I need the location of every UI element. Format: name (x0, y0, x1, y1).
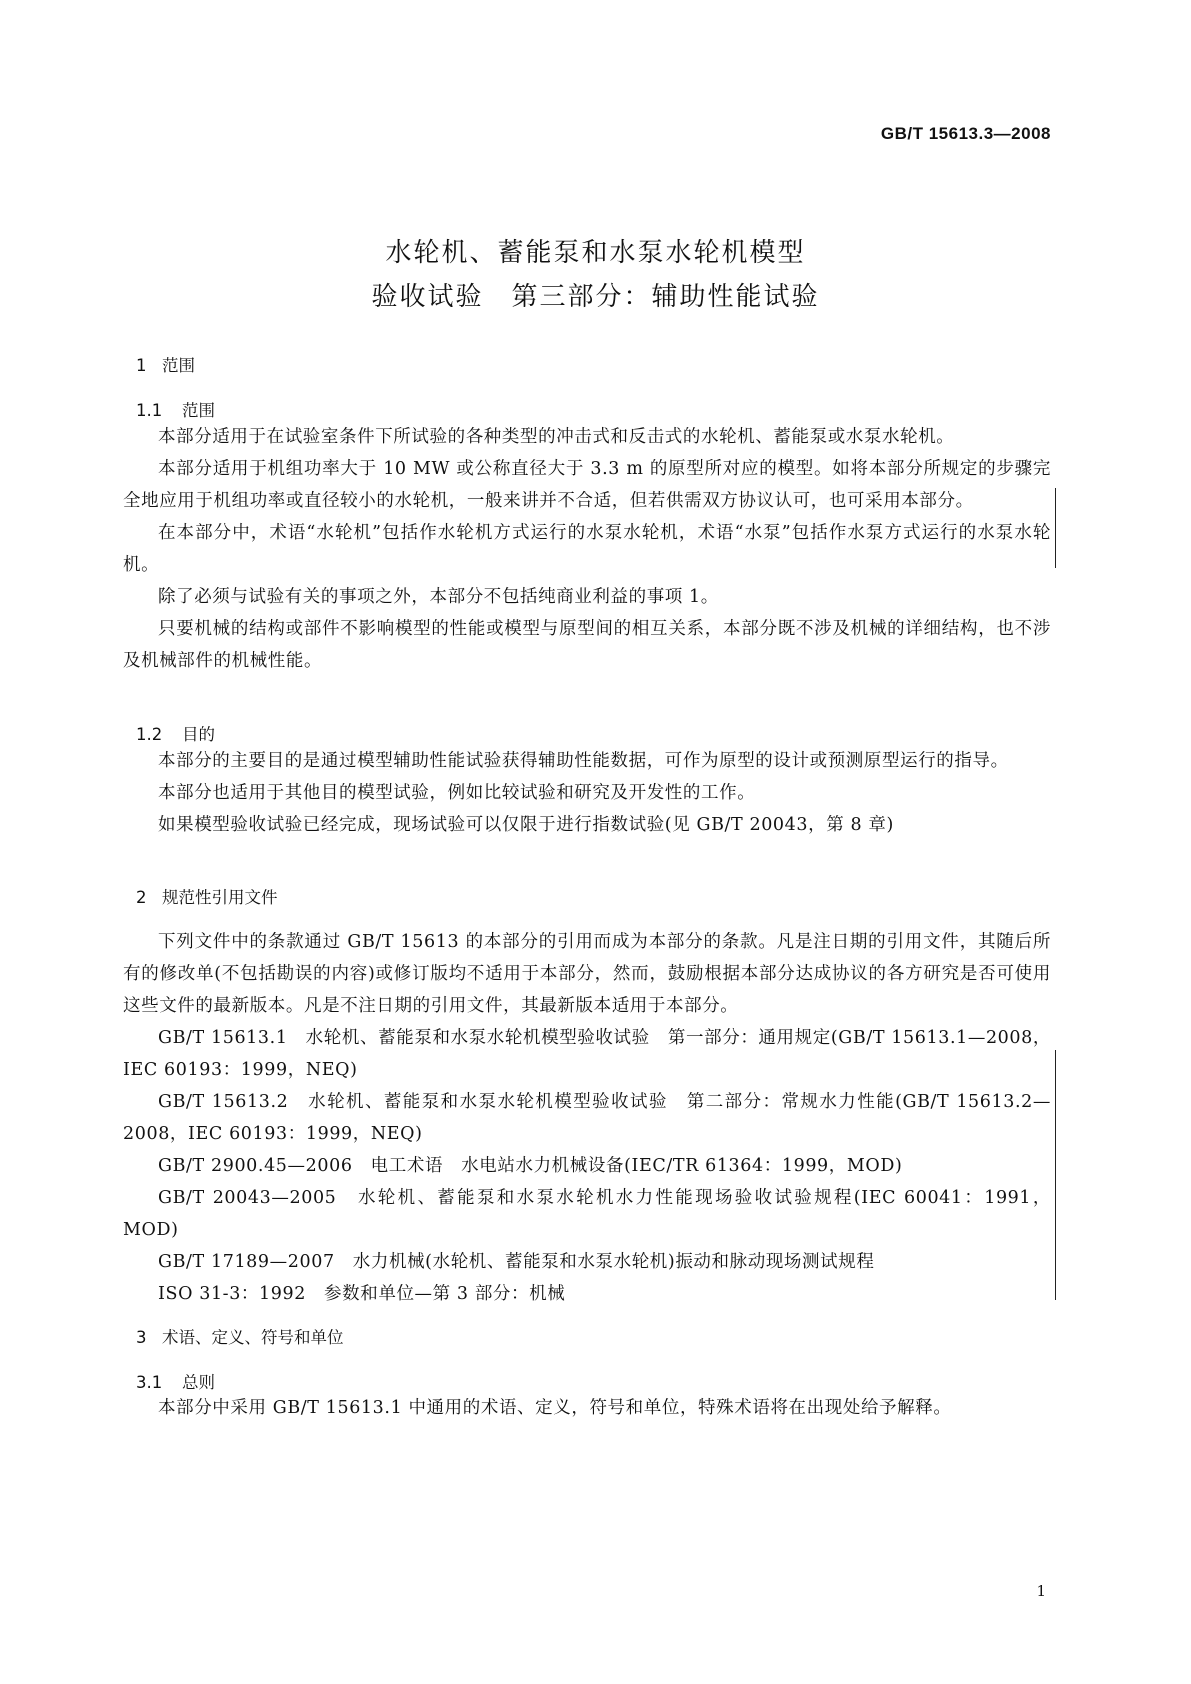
standard-number: GB/T 15613.3—2008 (880, 124, 1051, 143)
reference-item: GB/T 15613.1 水轮机、蓄能泵和水泵水轮机模型验收试验 第一部分：通用规定(GB/T 15613.1—2008，IEC 60193：1999，NEQ) (123, 1028, 1051, 1080)
reference-item: ISO 31-3：1992 参数和单位—第 3 部分：机械 (158, 1284, 566, 1304)
paragraph: 除了必须与试验有关的事项之外，本部分不包括纯商业利益的事项 1。 (158, 587, 719, 607)
section-2-body (123, 926, 1051, 1310)
page-number: 1 (1036, 1582, 1046, 1600)
paragraph: 下列文件中的条款通过 GB/T 15613 的本部分的引用而成为本部分的条款。凡是注日期的引用文件，其随后所有的修改单(不包括勘误的内容)或修订版均不适用于本部分，然而，鼓励根据本部分达成协议的各方研究是否可使用这些文件的最新版本。凡是不注日期的引用文件，其最新版本适用于本部分。 (123, 932, 1051, 1016)
paragraph: 本部分适用于机组功率大于 10 MW 或公称直径大于 3.3 m 的原型所对应的模型。如将本部分所规定的步骤完全地应用于机组功率或直径较小的水轮机，一般来讲并不合适，但若供需双方协议认可，也可采用本部分。 (123, 459, 1051, 511)
paragraph: 只要机械的结构或部件不影响模型的性能或模型与原型间的相互关系，本部分既不涉及机械的详细结构，也不涉及机械部件的机械性能。 (123, 619, 1051, 671)
section-1-2-body (123, 745, 1051, 841)
section-number: 1 (136, 356, 147, 375)
section-3-1-body (123, 1392, 1051, 1424)
change-bar (1055, 1050, 1056, 1300)
reference-item: GB/T 17189—2007 水力机械(水轮机、蓄能泵和水泵水轮机)振动和脉动现场测试规程 (158, 1252, 875, 1272)
reference-item: GB/T 2900.45—2006 电工术语 水电站水力机械设备(IEC/TR 61364：1999，MOD) (158, 1156, 903, 1176)
document-title-line-1: 水轮机、蓄能泵和水泵水轮机模型 (385, 238, 806, 268)
subsection-title: 目的 (182, 725, 215, 744)
section-1-heading (136, 352, 195, 376)
section-number: 3 (136, 1328, 147, 1347)
reference-item: GB/T 20043—2005 水轮机、蓄能泵和水泵水轮机水力性能现场验收试验规程(IEC 60041：1991，MOD) (123, 1188, 1051, 1240)
section-1-1-body (123, 421, 1051, 677)
section-3-1-heading (136, 1369, 215, 1393)
subsection-title: 总则 (182, 1373, 215, 1392)
section-2-heading (136, 884, 278, 908)
paragraph: 本部分的主要目的是通过模型辅助性能试验获得辅助性能数据，可作为原型的设计或预测原型运行的指导。 (158, 751, 1009, 771)
section-3-heading (136, 1324, 344, 1348)
section-title: 规范性引用文件 (162, 888, 278, 907)
document-title-line-2: 验收试验 第三部分：辅助性能试验 (371, 282, 820, 312)
paragraph: 在本部分中，术语“水轮机”包括作水轮机方式运行的水泵水轮机，术语“水泵”包括作水泵方式运行的水泵水轮机。 (123, 523, 1051, 575)
paragraph: 如果模型验收试验已经完成，现场试验可以仅限于进行指数试验(见 GB/T 20043，第 8 章) (158, 815, 894, 835)
reference-item: GB/T 15613.2 水轮机、蓄能泵和水泵水轮机模型验收试验 第二部分：常规水力性能(GB/T 15613.2—2008，IEC 60193：1999，NEQ) (123, 1092, 1051, 1144)
subsection-number: 3.1 (136, 1373, 163, 1392)
paragraph: 本部分也适用于其他目的模型试验，例如比较试验和研究及开发性的工作。 (158, 783, 756, 803)
section-number: 2 (136, 888, 147, 907)
paragraph: 本部分中采用 GB/T 15613.1 中通用的术语、定义，符号和单位，特殊术语将在出现处给予解释。 (158, 1398, 952, 1418)
subsection-title: 范围 (182, 401, 215, 420)
section-title: 术语、定义、符号和单位 (162, 1328, 344, 1347)
change-bar (1055, 488, 1056, 568)
section-1-1-heading (136, 397, 215, 421)
subsection-number: 1.1 (136, 401, 163, 420)
section-title: 范围 (162, 356, 195, 375)
paragraph: 本部分适用于在试验室条件下所试验的各种类型的冲击式和反击式的水轮机、蓄能泵或水泵水轮机。 (158, 427, 955, 447)
section-1-2-heading (136, 721, 215, 745)
subsection-number: 1.2 (136, 725, 163, 744)
